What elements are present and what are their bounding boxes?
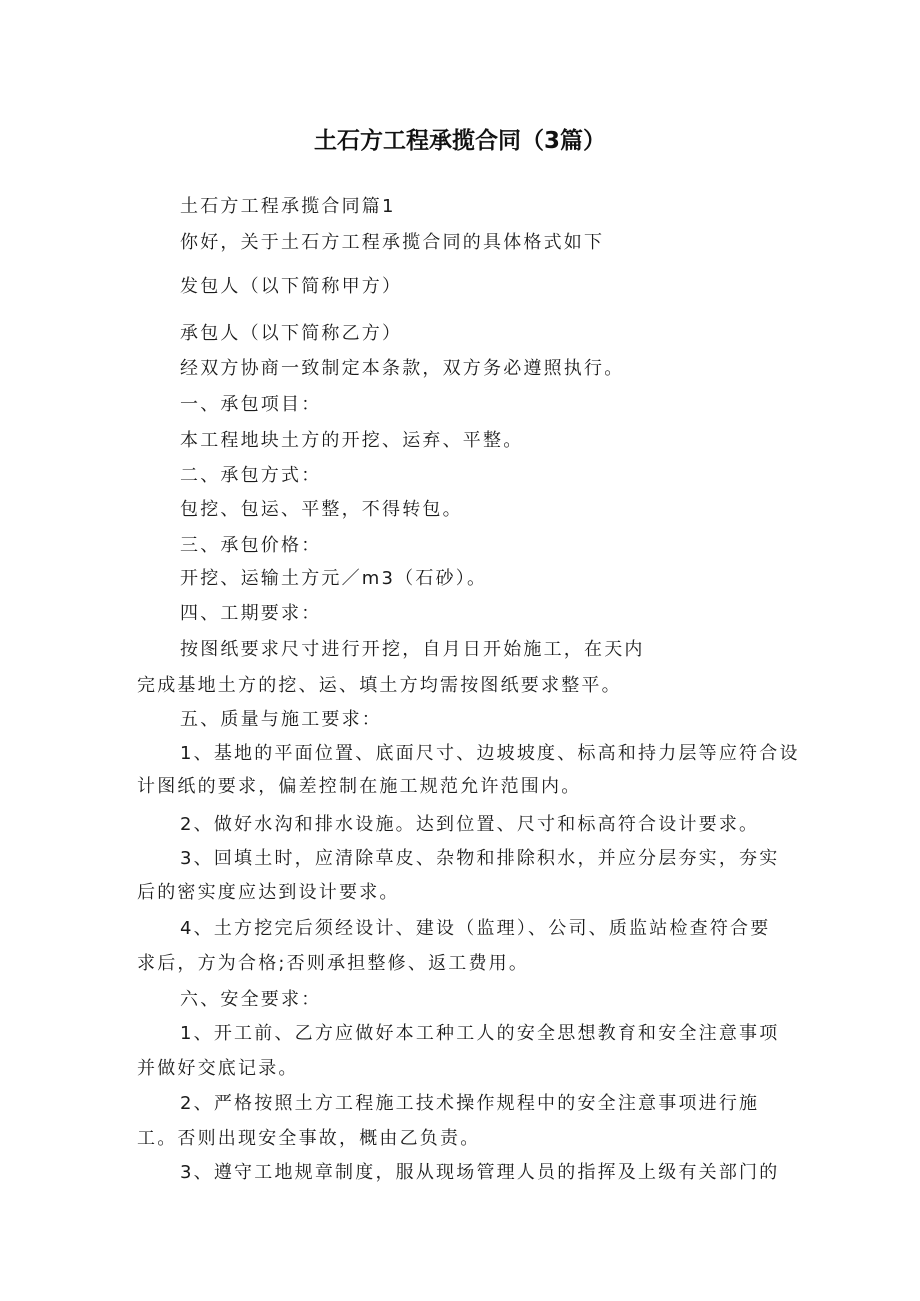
intro-line: 你好，关于土石方工程承揽合同的具体格式如下 bbox=[180, 232, 605, 253]
clause-5-item-4-line-2: 求后，方为合格;否则承担整修、返工费用。 bbox=[137, 953, 530, 974]
clause-5-heading: 五、质量与施工要求： bbox=[180, 709, 382, 730]
preamble-line: 经双方协商一致制定本条款，双方务必遵照执行。 bbox=[180, 358, 625, 379]
clause-5-item-4-line-1: 4、土方挖完后须经设计、建设（监理）、公司、质监站检查符合要 bbox=[180, 918, 771, 939]
clause-6-item-1-line-1: 1、开工前、乙方应做好本工种工人的安全思想教育和安全注意事项 bbox=[180, 1023, 780, 1044]
clause-6-item-3-line-1: 3、遵守工地规章制度，服从现场管理人员的指挥及上级有关部门的 bbox=[180, 1162, 780, 1183]
clause-5-item-3-line-1: 3、回填土时，应清除草皮、杂物和排除积水，并应分层夯实，夯实 bbox=[180, 848, 780, 869]
clause-5-item-1-line-1: 1、基地的平面位置、底面尺寸、边坡坡度、标高和持力层等应符合设 bbox=[180, 743, 800, 764]
clause-1-heading: 一、承包项目： bbox=[180, 394, 322, 415]
clause-6-item-1-line-2: 并做好交底记录。 bbox=[137, 1058, 299, 1079]
clause-3-heading: 三、承包价格： bbox=[180, 535, 322, 556]
document-title: 土石方工程承揽合同（3篇） bbox=[313, 128, 606, 154]
party-a-line: 发包人（以下简称甲方） bbox=[180, 276, 403, 297]
clause-5-item-3-line-2: 后的密实度应达到设计要求。 bbox=[137, 882, 400, 903]
clause-4-text-line-2: 完成基地土方的挖、运、填土方均需按图纸要求整平。 bbox=[137, 675, 622, 696]
clause-3-text: 开挖、运输土方元／m3（石砂）。 bbox=[180, 568, 488, 589]
party-b-line: 承包人（以下简称乙方） bbox=[180, 323, 403, 344]
clause-6-item-2-line-1: 2、严格按照土方工程施工技术操作规程中的安全注意事项进行施 bbox=[180, 1093, 760, 1114]
clause-6-item-2-line-2: 工。否则出现安全事故，概由乙负责。 bbox=[137, 1128, 481, 1149]
clause-2-heading: 二、承包方式： bbox=[180, 465, 322, 486]
clause-5-item-1-line-2: 计图纸的要求，偏差控制在施工规范允许范围内。 bbox=[137, 776, 582, 797]
section-heading: 土石方工程承揽合同篇1 bbox=[180, 196, 396, 217]
clause-6-heading: 六、安全要求： bbox=[180, 989, 322, 1010]
clause-1-text: 本工程地块土方的开挖、运弃、平整。 bbox=[180, 430, 524, 451]
clause-4-heading: 四、工期要求： bbox=[180, 603, 322, 624]
clause-5-item-2: 2、做好水沟和排水设施。达到位置、尺寸和标高符合设计要求。 bbox=[180, 814, 760, 835]
clause-4-text-line-1: 按图纸要求尺寸进行开挖，自月日开始施工，在天内 bbox=[180, 639, 645, 660]
clause-2-text: 包挖、包运、平整，不得转包。 bbox=[180, 499, 463, 520]
